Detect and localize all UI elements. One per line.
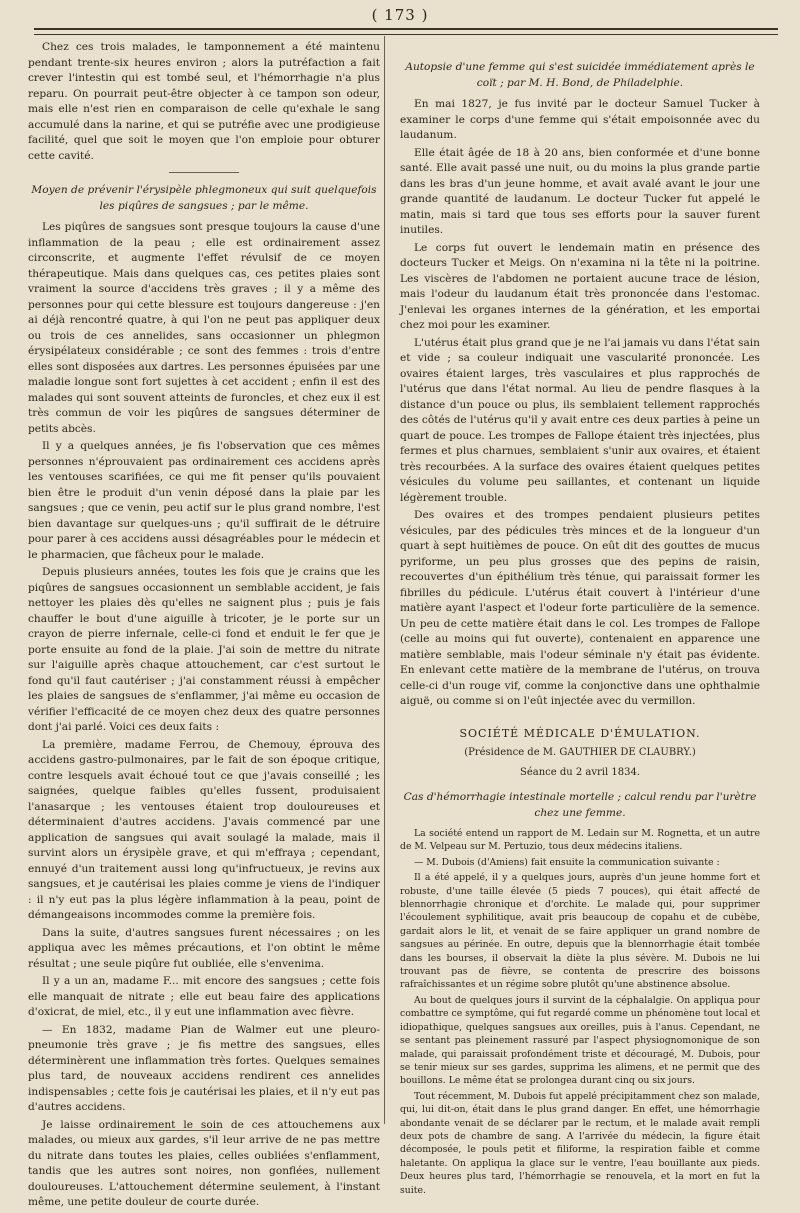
column-divider [384, 36, 385, 1124]
case-title: Cas d'hémorrhagie intestinale mortelle ; calcul rendu par l'urètre chez une femme. [403, 791, 757, 819]
page-number: ( 173 ) [371, 6, 429, 24]
article-title: Moyen de prévenir l'érysipèle phlegmoneux qui suit quelquefois les piqûres de sangsues ; par le même. [31, 184, 377, 212]
paragraph: Depuis plusieurs années, toutes les fois que je crains que les piqûres de sangsues occasionnent un semblable accident, je fais nettoyer les plaies dès qu'elles ne saignent plus ; puis je fais chauffer le bout d'une aiguille à tricoter, je le porte sur un crayon de pierre infernale, celle-ci fond et enduit le fer que je porte ensuite au fond de la plaie. J'ai soin de mettre du nitrate sur l'aiguille après chaque attouchement, car c'est surtout le fond qu'il faut cautériser ; j'ai constamment réussi à empêcher les plaies de sangsues de s'enflammer, j'ai même eu occasion de vérifier l'efficacité de ce moyen chez deux des quatre personnes dont j'ai parlé. Voici ces deux faits : [28, 566, 380, 733]
left-column [28, 40, 380, 1213]
right-column [400, 40, 760, 1199]
paragraph: Chez ces trois malades, le tamponnement a été maintenu pendant trente-six heures environ ; alors la putréfaction a fait crever l'intestin qui est tombé seul, et l'hémorrhagie n'a plus reparu. On pourrait peut-être objecter à ce tampon son odeur, mais elle n'est rien en comparaison de celle qu'exhale le sang accumulé dans la narine, et qui se putréfie avec une prodigieuse facilité, quel que soit le moyen que l'on emploie pour obturer cette cavité. [28, 41, 380, 162]
paragraph: Le corps fut ouvert le lendemain matin en présence des docteurs Tucker et Meigs. On n'examina ni la tête ni la poitrine. Les viscères de l'abdomen ne portaient aucune trace de lésion, mais l'odeur du laudanum était très prononcée dans l'estomac. J'enlevai les organes internes de la génération, et les emportai chez moi pour les examiner. [400, 241, 760, 331]
paragraph: Au bout de quelques jours il survint de la céphalalgie. On appliqua pour combattre ce symptôme, qui fut regardé comme un phénomène tout local et idiopathique, quelques sangsues aux oreilles, puis à l'anus. Cependant, ne se sentant pas pleinement rassuré par l'aspect physiognomonique de son malade, qui paraissait profondément triste et découragé, M. Dubois, pour se tenir mieux sur ses gardes, supprima les alimens, et ne permit que des bouillons. Le même état se prolongea durant cinq ou six jours. [400, 994, 760, 1087]
society-heading: SOCIÉTÉ MÉDICALE D'ÉMULATION. [459, 726, 701, 740]
section-separator [169, 172, 239, 173]
header-rule [34, 28, 778, 35]
paragraph: Tout récemment, M. Dubois fut appelé précipitamment chez son malade, qui, lui dit-on, était dans le plus grand danger. En effet, une hémorrhagie abondante venait de se déclarer par le rectum, et le malade avait rempli deux pots de chambre de sang. A l'arrivée du médecin, la figure était décomposée, le pouls petit et filiforme, la respiration faible et comme haletante. On appliqua la glace sur le ventre, l'eau bouillante aux pieds. Deux heures plus tard, l'hémorrhagie se renouvela, et la mort en fut la suite. [400, 1090, 760, 1196]
paragraph: En mai 1827, je fus invité par le docteur Samuel Tucker à examiner le corps d'une femme qui s'était empoisonnée avec du laudanum. [400, 98, 760, 141]
article-title: Autopsie d'une femme qui s'est suicidée immédiatement après le coït ; par M. H. Bond, de Philadelphie. [405, 61, 755, 89]
paragraph: — M. Dubois (d'Amiens) fait ensuite la communication suivante : [414, 856, 720, 868]
paragraph: Il y a quelques années, je fis l'observation que ces mêmes personnes n'éprouvaient pas ordinairement ces accidens après les ventouses scarifiées, ce qui me fit penser qu'ils pouvaient bien être le produit d'un venin déposé dans la plaie par les sangsues ; que ce venin, peu actif sur le plus grand nombre, l'est bien davantage sur quelques-uns ; qu'il suffirait de le détruire pour parer à ces accidens aussi désagréables pour le médecin et le pharmacien, que fâcheux pour le malade. [28, 440, 380, 561]
paragraph: Je laisse ordinairement le soin de ces attouchemens aux malades, ou mieux aux gardes, s'il leur arrive de ne pas mettre du nitrate dans toutes les plaies, celles oubliées s'enflamment, tandis que les autres sont noires, non gonflées, nullement douloureuses. L'attouchement détermine seulement, à l'instant même, une petite douleur de courte durée. [28, 1118, 380, 1208]
paragraph: Elle était âgée de 18 à 20 ans, bien conformée et d'une bonne santé. Elle avait passé une nuit, ou du moins la plus grande partie dans les bras d'un jeune homme, et avait avalé avant le jour une grande quantité de laudanum. Le docteur Tucker fut appelé le matin, mais si tard que tous ses efforts pour la sauver furent inutiles. [400, 146, 760, 236]
paragraph: Les piqûres de sangsues sont presque toujours la cause d'une inflammation de la peau ; elle est ordinairement assez circonscrite, et augmente l'effet révulsif de ce moyen thérapeutique. Mais dans quelques cas, ces petites plaies sont vraiment la source d'accidens très graves ; il y a même des personnes pour qui cette blessure est toujours dangereuse : j'en ai déjà rencontré quatre, à qui l'on ne peut pas appliquer deux ou trois de ces annelides, sans occasionner un phlegmon érysipélateux considérable ; ce sont des femmes : trois d'entre elles sont disposées aux dartres. Les personnes épuisées par une maladie longue sont fort sujettes à cet accident ; enfin il est des malades qui sont souvent atteints de furoncles, et chez eux il est très commun de voir les piqûres de sangsues déterminer de petits abcès. [28, 221, 380, 435]
paragraph: La société entend un rapport de M. Ledain sur M. Rognetta, et un autre de M. Velpeau sur M. Pertuzio, tous deux médecins italiens. [400, 828, 760, 853]
paragraph: Dans la suite, d'autres sangsues furent nécessaires ; on les appliqua avec les mêmes précautions, et l'on obtint le même résultat ; une seule piqûre fut oubliée, elle s'envenima. [28, 926, 380, 970]
paragraph: La première, madame Ferrou, de Chemouy, éprouva des accidens gastro-pulmonaires, par le fait de son époque critique, contre lesquels avait échoué tout ce que j'avais conseillé ; les saignées, quelque faibles qu'elles fussent, produisaient l'anasarque ; les ventouses étaient trop douloureuses et déterminaient d'autres accidens. J'avais commencé par une application de sangsues qui avait soulagé la malade, mais il survint alors un érysipèle grave, et qui m'effraya ; cependant, ennuyé d'un traitement aussi long qu'infructueux, je revins aux sangsues, et je cautérisai les plaies comme je viens de l'indiquer : il n'y eut pas la plus légère inflammation à la peau, point de démangeaisons incommodes comme la première fois. [28, 738, 380, 921]
end-rule [150, 1130, 220, 1131]
paragraph: — En 1832, madame Pian de Walmer eut une pleuro-pneumonie très grave ; je fis mettre des sangsues, elles déterminèrent une inflammation très fortes. Quelques semaines plus tard, de nouveaux accidens rendirent ces annelides indispensables ; cette fois je cautérisai les plaies, et il n'y eut pas d'autres accidens. [28, 1023, 380, 1113]
paragraph: Il a été appelé, il y a quelques jours, auprès d'un jeune homme fort et robuste, d'une taille élevée (5 pieds 7 pouces), qui était affecté de blennorrhagie chronique et d'orchite. Le malade qui, pour supprimer l'écoulement syphilitique, avait pris beaucoup de copahu et de cubèbe, gardait alors le lit, et venait de se faire appliquer un grand nombre de sangsues au périnée. En outre, depuis que la blennorrhagie était tombée dans les bourses, il observait la diète la plus sévère. M. Dubois ne lui trouvant pas de fièvre, se contenta de prescrire des boissons rafraîchissantes et un régime sobre plutôt qu'une abstinence absolue. [400, 872, 760, 991]
paragraph: L'utérus était plus grand que je ne l'ai jamais vu dans l'état sain et vide ; sa couleur indiquait une vascularité prononcée. Les ovaires étaient larges, très vasculaires et plus rapprochés de l'utérus que dans l'état normal. Au lieu de pendre flasques à la distance d'un pouce ou plus, ils semblaient tellement rapprochés des côtés de l'utérus qu'il y avait entre ces deux parties à peine un quart de pouce. Les trompes de Fallope étaient très injectées, plus fermes et plus charnues, semblaient s'unir aux ovaires, et étaient très recourbées. A la surface des ovaires étaient quelques petites vésicules du volume peu saillantes, et contenant un liquide légèrement trouble. [400, 336, 760, 504]
paragraph: Il y a un an, madame F... mit encore des sangsues ; cette fois elle manquait de nitrate ; elle eut beau faire des applications d'oxicrat, de miel, etc., il y eut une inflammation avec fièvre. [28, 975, 380, 1018]
paragraph: Des ovaires et des trompes pendaient plusieurs petites vésicules, par des pédicules très minces et de la longueur d'un quart à sept huitièmes de pouce. On eût dit des gouttes de mucus pyriforme, un peu plus grosses que des pepins de raisin, recouvertes d'un épithélium très ténue, qui paraissait former les fibrilles du pédicule. L'utérus était couvert à l'intérieur d'une matière ayant l'aspect et l'odeur forte particulière de la semence. Un peu de cette matière était dans le col. Les trompes de Fallope (celle au moins qui fut ouverte), contenaient en apparence une matière semblable, mais l'odeur séminale n'y était pas évidente. En enlevant cette matière de la membrane de l'utérus, on trouva celle-ci d'un rouge vif, comme la conjonctive dans une ophthalmie aiguë, ou comme si on l'eût injectée avec du vermillon. [400, 509, 760, 707]
seance-line: Séance du 2 avril 1834. [519, 766, 641, 778]
presidence-line: (Présidence de M. GAUTHIER DE CLAUBRY.) [464, 747, 696, 758]
